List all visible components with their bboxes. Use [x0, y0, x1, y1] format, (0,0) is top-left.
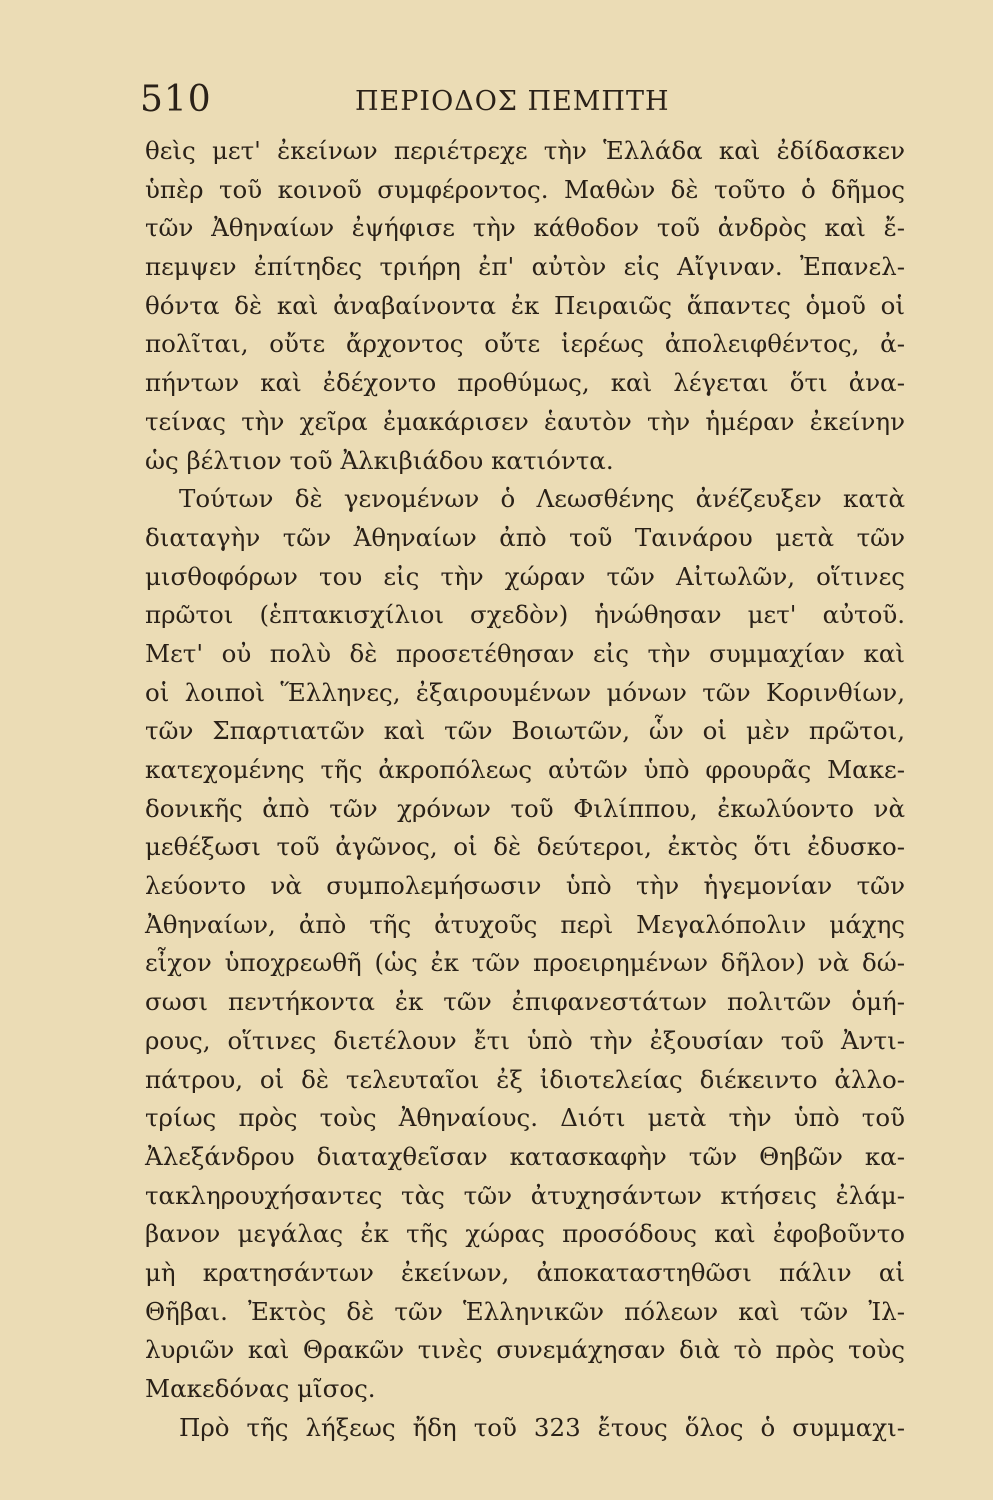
- text-line: λυριῶν καὶ Θρακῶν τινὲς συνεμάχησαν διὰ τὸ πρὸς τοὺς: [145, 1335, 905, 1365]
- text-line: πεμψεν ἐπίτηδες τριήρη ἐπ' αὐτὸν εἰς Αἴγιναν. Ἐπανελ-: [145, 252, 905, 282]
- text-line: ρους, οἵτινες διετέλουν ἔτι ὑπὸ τὴν ἐξουσίαν τοῦ Ἀντι-: [145, 1025, 905, 1055]
- text-line: μὴ κρατησάντων ἐκείνων, ἀποκαταστηθῶσι πάλιν αἱ: [145, 1257, 905, 1287]
- text-line: μεθέξωσι τοῦ ἀγῶνος, οἱ δὲ δεύτεροι, ἐκτὸς ὅτι ἐδυσκο-: [145, 832, 905, 862]
- text-line: σωσι πεντήκοντα ἐκ τῶν ἐπιφανεστάτων πολιτῶν ὁμή-: [145, 987, 905, 1017]
- text-line: οἱ λοιποὶ Ἕλληνες, ἐξαιρουμένων μόνων τῶν Κορινθίων,: [145, 677, 905, 707]
- text-line: τῶν Σπαρτιατῶν καὶ τῶν Βοιωτῶν, ὧν οἱ μὲν πρῶτοι,: [145, 716, 905, 746]
- text-line: τῶν Ἀθηναίων ἐψήφισε τὴν κάθοδον τοῦ ἀνδρὸς καὶ ἔ-: [145, 213, 905, 243]
- text-line: Τούτων δὲ γενομένων ὁ Λεωσθένης ἀνέζευξεν κατὰ: [179, 484, 905, 514]
- text-line: εἶχον ὑποχρεωθῆ (ὡς ἐκ τῶν προειρημένων δῆλον) νὰ δώ-: [145, 948, 905, 978]
- running-head: ΠΕΡΙΟΔΟΣ ΠΕΜΠΤΗ: [355, 86, 670, 117]
- text-line: κατεχομένης τῆς ἀκροπόλεως αὐτῶν ὑπὸ φρουρᾶς Μακε-: [145, 755, 905, 784]
- text-line: πολῖται, οὔτε ἄρχοντος οὔτε ἱερέως ἀπολειφθέντος, ἀ-: [145, 329, 905, 359]
- text-line: τείνας τὴν χεῖρα ἐμακάρισεν ἑαυτὸν τὴν ἡμέραν ἐκείνην: [145, 406, 905, 436]
- text-line: θόντα δὲ καὶ ἀναβαίνοντα ἐκ Πειραιῶς ἅπαντες ὁμοῦ οἱ: [145, 290, 905, 320]
- text-line: ὡς βέλτιον τοῦ Ἀλκιβιάδου κατιόντα.: [145, 445, 614, 475]
- text-line: βανον μεγάλας ἐκ τῆς χώρας προσόδους καὶ ἐφοβοῦντο: [145, 1219, 905, 1249]
- body-text: [145, 132, 905, 1447]
- text-line: Μετ' οὐ πολὺ δὲ προσετέθησαν εἰς τὴν συμμαχίαν καὶ: [145, 638, 905, 668]
- text-line: Πρὸ τῆς λήξεως ἤδη τοῦ 323 ἔτους ὅλος ὁ συμμαχι-: [179, 1412, 905, 1442]
- text-line: λεύοντο νὰ συμπολεμήσωσιν ὑπὸ τὴν ἡγεμονίαν τῶν: [145, 871, 905, 901]
- text-line: Ἀλεξάνδρου διαταχθεῖσαν κατασκαφὴν τῶν Θηβῶν κα-: [145, 1141, 905, 1171]
- text-line: πρῶτοι (ἑπτακισχίλιοι σχεδὸν) ἡνώθησαν μετ' αὐτοῦ.: [145, 600, 905, 630]
- text-line: ὑπὲρ τοῦ κοινοῦ συμφέροντος. Μαθὼν δὲ τοῦτο ὁ δῆμος: [145, 174, 905, 204]
- text-line: δονικῆς ἀπὸ τῶν χρόνων τοῦ Φιλίππου, ἐκωλύοντο νὰ: [145, 793, 905, 823]
- text-line: Θῆβαι. Ἐκτὸς δὲ τῶν Ἑλληνικῶν πόλεων καὶ τῶν Ἰλ-: [145, 1296, 905, 1326]
- text-line: τακληρουχήσαντες τὰς τῶν ἀτυχησάντων κτήσεις ἐλάμ-: [145, 1180, 905, 1210]
- page-header: [140, 78, 900, 128]
- text-line: Μακεδόνας μῖσος.: [145, 1374, 376, 1403]
- text-line: μισθοφόρων του εἰς τὴν χώραν τῶν Αἰτωλῶν, οἵτινες: [145, 561, 905, 591]
- text-line: θεὶς μετ' ἐκείνων περιέτρεχε τὴν Ἑλλάδα καὶ ἐδίδασκεν: [145, 136, 905, 165]
- text-line: τρίως πρὸς τοὺς Ἀθηναίους. Διότι μετὰ τὴν ὑπὸ τοῦ: [145, 1103, 905, 1133]
- text-line: πάτρου, οἱ δὲ τελευταῖοι ἐξ ἰδιοτελείας διέκειντο ἀλλο-: [145, 1064, 905, 1094]
- text-line: πήντων καὶ ἐδέχοντο προθύμως, καὶ λέγεται ὅτι ἀνα-: [145, 368, 905, 398]
- page-number: 510: [140, 79, 212, 120]
- text-line: Ἀθηναίων, ἀπὸ τῆς ἀτυχοῦς περὶ Μεγαλόπολιν μάχης: [145, 909, 905, 939]
- text-line: διαταγὴν τῶν Ἀθηναίων ἀπὸ τοῦ Ταινάρου μετὰ τῶν: [145, 522, 905, 552]
